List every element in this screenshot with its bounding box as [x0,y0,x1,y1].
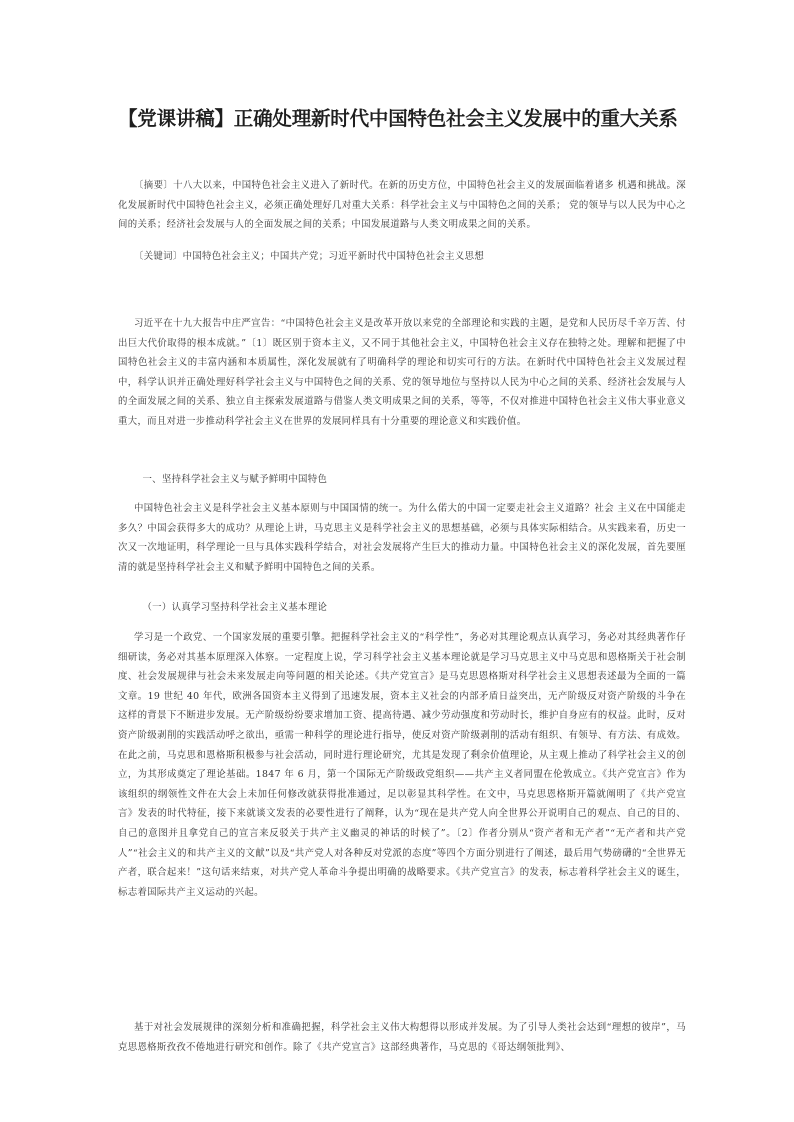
document-title: 【党课讲稿】正确处理新时代中国特色社会主义发展中的重大关系 [118,107,678,130]
subsection-1-paragraph-1: 学习是一个政党、一个国家发展的重要引擎。把握科学社会主义的“科学性”，务必对其理论观点认真学习，务必对其经典著作仔细研读，务必对其基本原理深入体察。一定程度上说，学习科学社会主义基本理论就是学习马克思主义中马克思和恩格斯关于社会制度、社会发展规律与社会未来发展走向等问题的相关论述。《共产党宣言》是马克思恩格斯对科学社会主义思想表述最为全面的一篇文章。19 世纪 40 年代，欧洲各国资本主义得到了迅速发展，资本主义社会的内部矛盾日益突出，无产阶级反对资产阶级的斗争在这样的背景下不断进步发展。无产阶级纷纷要求增加工资、提高待遇、减少劳动强度和劳动时长，维护自身应有的权益。此时，反对资产阶级剥削的实践活动呼之欲出，亟需一种科学的理论进行指导，使反对资产阶级剥削的活动有组织、有领导、有方法、有成效。在此之前，马克思和恩格斯积极参与社会活动，同时进行理论研究，尤其是发现了剩余价值理论，从主观上推动了科学社会主义的创立，为其形成奠定了理论基础。1847 年 6 月，第一个国际无产阶级政党组织——共产主义者同盟在伦敦成立。《共产党宣言》作为该组织的纲领性文件在大会上未加任何修改就获得批准通过，足以彰显其科学性。在文中，马克思恩格斯开篇就阐明了《共产党宣言》发表的时代特征，接下来就谈文发表的必要性进行了阐释，认为“现在是共产党人向全世界公开说明自己的观点、自己的目的、自己的意图并且拿党自己的宣言来反驳关于共产主义幽灵的神话的时候了”。〔2〕作者分别从“资产者和无产者”“无产者和共产党人”“社会主义的和共产主义的文献”以及“共产党人对各种反对党派的态度”等四个方面分别进行了阐述，最后用气势磅礴的“全世界无产者，联合起来！”这句话来结束，对共产党人革命斗争提出明确的战略要求。《共产党宣言》的发表，标志着科学社会主义的诞生，标志着国际共产主义运动的兴起。 [118,632,686,898]
section-1-paragraph: 中国特色社会主义是科学社会主义基本原则与中国国情的统一。为什么偌大的中国一定要走社会主义道路？社会 主义在中国能走多久？中国会获得多大的成功？从理论上讲，马克思主义是科学社会主义的思想基础，必须与具体实际相结合。从实践来看，历史一次又一次地证明，科学理论一旦与具体实践科学结合，对社会发展将产生巨大的推动力量。中国特色社会主义的深化发展，首先要厘清的就是坚持科学社会主义和赋予鲜明中国特色之间的关系。 [118,503,686,573]
abstract-paragraph: 〔摘要〕十八大以来，中国特色社会主义进入了新时代。在新的历史方位，中国特色社会主义的发展面临着诸多 机遇和挑战。深化发展新时代中国特色社会主义，必须正确处理好几对重大关系：科学社会主义与中国特色之间的关系； 党的领导与以人民为中心之间的关系；经济社会发展与人的全面发展之间的关系；中国发展道路与人类文明成果之间的关系。 [118,180,686,231]
intro-paragraph: 习近平在十九大报告中庄严宣告：“中国特色社会主义是改革开放以来党的全部理论和实践的主题，是党和人民历尽千辛万苦、付出巨大代价取得的根本成就。”〔1〕既区别于资本主义，又不同于其他社会主义，中国特色社会主义存在独特之处。理解和把握了中国特色社会主义的丰富内涵和本质属性，深化发展就有了明确科学的理论和切实可行的方法。在新时代中国特色社会主义发展过程中，科学认识并正确处理好科学社会主义与中国特色之间的关系、党的领导地位与坚持以人民为中心之间的关系、经济社会发展与人的全面发展之间的关系、独立自主探索发展道路与借鉴人类文明成果之间的关系，等等，不仅对推进中国特色社会主义伟大事业意义重大，而且对进一步推动科学社会主义在世界的发展同样具有十分重要的理论意义和实践价值。 [118,318,686,427]
subsection-heading-1: （一）认真学习坚持科学社会主义基本理论 [142,602,328,613]
subsection-1-paragraph-2: 基于对社会发展规律的深刻分析和准确把握，科学社会主义伟大构想得以形成并发展。为了引导人类社会达到“理想的彼岸”，马克思恩格斯孜孜不倦地进行研究和创作。除了《共产党宣言》这部经典著作，马克思的《哥达纲领批判》、 [118,1022,686,1053]
section-heading-1: 一、坚持科学社会主义与赋予鲜明中国特色 [142,474,328,485]
keywords-paragraph: 〔关键词〕中国特色社会主义；中国共产党；习近平新时代中国特色社会主义思想 [133,251,485,262]
